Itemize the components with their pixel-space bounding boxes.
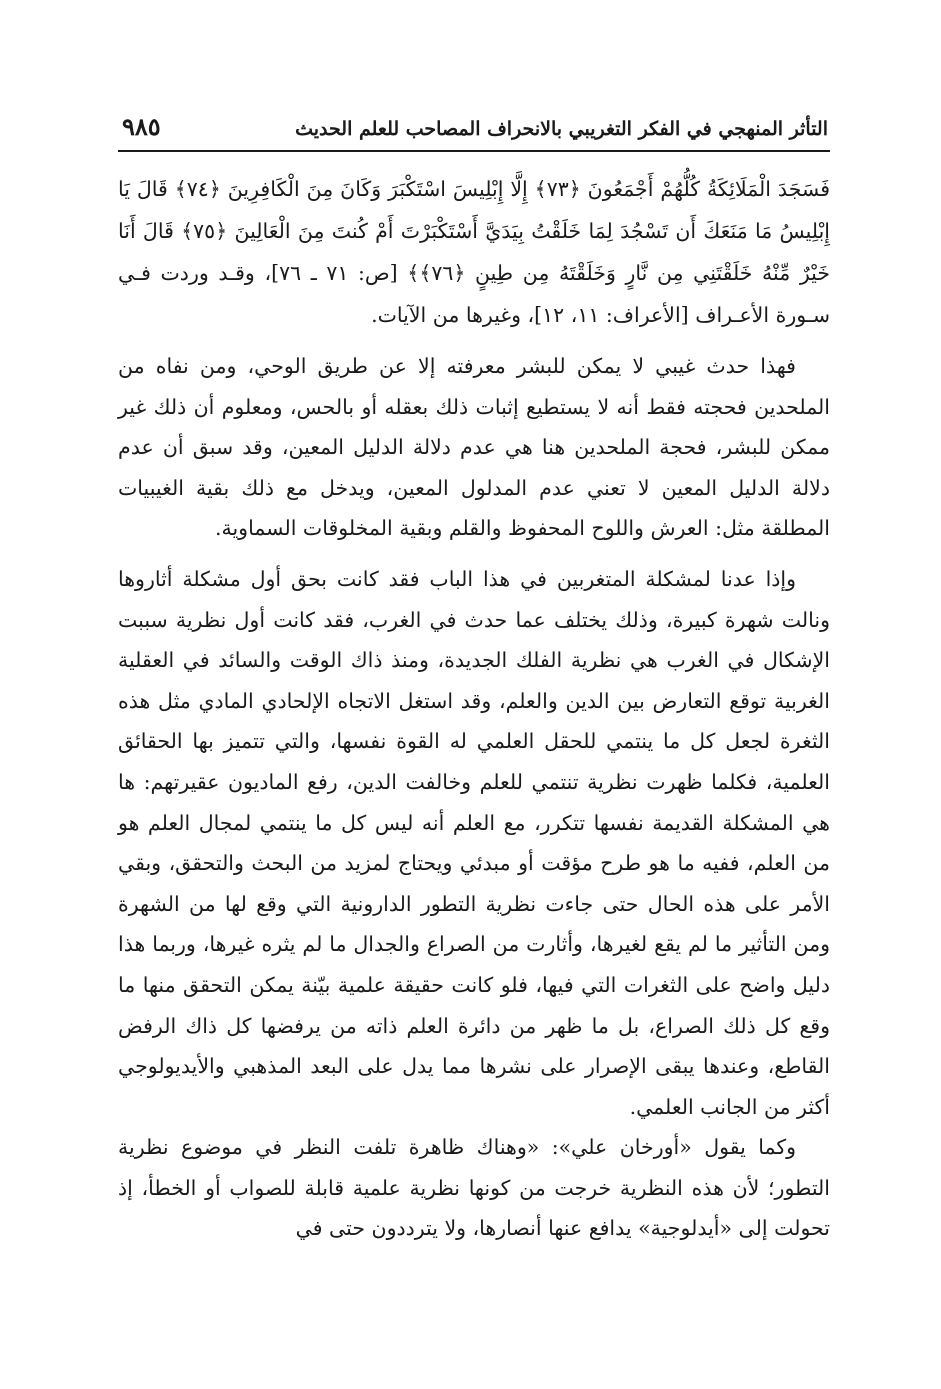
quran-verse-paragraph: فَسَجَدَ الْمَلَائِكَةُ كُلُّهُمْ أَجْمَعُونَ ﴿٧٣﴾ إِلَّا إِبْلِيسَ اسْتَكْبَرَ وَكَانَ مِنَ الْكَافِرِينَ ﴿٧٤﴾ قَالَ يَا إِبْلِيسُ مَا مَنَعَكَ أَن تَسْجُدَ لِمَا خَلَقْتُ بِيَدَيَّ أَسْتَكْبَرْتَ أَمْ كُنتَ مِنَ الْعَالِينَ ﴿٧٥﴾ قَالَ أَنَا خَيْرٌ مِّنْهُ خَلَقْتَنِي مِن نَّارٍ وَخَلَقْتَهُ مِن طِينٍ ﴿٧٦﴾﴾ [ص: ٧١ ـ ٧٦]، وقـد وردت فـي سـورة الأعـراف [الأعراف: ١١، ١٢]، وغيرها من الآيات. — [118, 177, 831, 327]
body-text — [118, 168, 830, 1249]
running-title: التأثر المنهجي في الفكر التغريبي بالانحراف المصاحب للعلم الحديث — [295, 118, 828, 140]
paragraph: وإذا عدنا لمشكلة المتغربين في هذا الباب فقد كانت بحق أول مشكلة أثاروها ونالت شهرة كبيرة، وذلك يختلف عما حدث في الغرب، فقد كانت أول نظرية سببت الإشكال في الغرب هي نظرية الفلك الجديدة، ومنذ ذاك الوقت والسائد في العقلية الغربية توقع التعارض بين الدين والعلم، وقد استغل الاتجاه الإلحادي المادي مثل هذه الثغرة لجعل كل ما ينتمي للحقل العلمي له القوة نفسها، والتي تتميز بها الحقائق العلمية، فكلما ظهرت نظرية تنتمي للعلم وخالفت الدين، رفع الماديون عقيرتهم: ها هي المشكلة القديمة نفسها تتكرر، مع العلم أنه ليس كل ما ينتمي لمجال العلم هو من العلم، ففيه ما هو طرح مؤقت أو مبدئي ويحتاج لمزيد من البحث والتحقق، وبقي الأمر على هذه الحال حتى جاءت نظرية التطور الدارونية التي وقع لها من الشهرة ومن التأثير ما لم يقع لغيرها، وأثارت من الصراع والجدال ما لم يثره غيرها، وربما هذا دليل واضح على الثغرات التي فيها، فلو كانت حقيقة علمية بيّنة يمكن التحقق منها ما وقع كل ذلك الصراع، بل ما ظهر من دائرة العلم ذاته من يرفضها كل ذاك الرفض القاطع، وعندها يبقى الإصرار على نشرها مما يدل على البعد المذهبي والأيديولوجي أكثر من الجانب العلمي. — [118, 566, 830, 1119]
paragraph: وكما يقول «أورخان علي»: «وهناك ظاهرة تلفت النظر في موضوع نظرية التطور؛ لأن هذه النظرية خرجت من كونها نظرية علمية قابلة للصواب أو الخطأ، إذ تحولت إلى «أيدلوجية» يدافع عنها أنصارها، ولا يترددون حتى في — [118, 1135, 830, 1241]
page-header — [118, 110, 828, 150]
header-divider — [118, 150, 830, 152]
paragraph: فهذا حدث غيبي لا يمكن للبشر معرفته إلا عن طريق الوحي، ومن نفاه من الملحدين فحجته فقط أنه لا يستطيع إثبات ذلك بعقله أو بالحس، ومعلوم أن ذلك غير ممكن للبشر، فحجة الملحدين هنا هي عدم دلالة الدليل المعين، وقد سبق أن عدم دلالة الدليل المعين لا تعني عدم المدلول المعين، ويدخل مع ذلك بقية الغيبيات المطلقة مثل: العرش واللوح المحفوظ والقلم وبقية المخلوقات السماوية. — [118, 354, 830, 541]
page-number: ٩٨٥ — [122, 112, 161, 141]
